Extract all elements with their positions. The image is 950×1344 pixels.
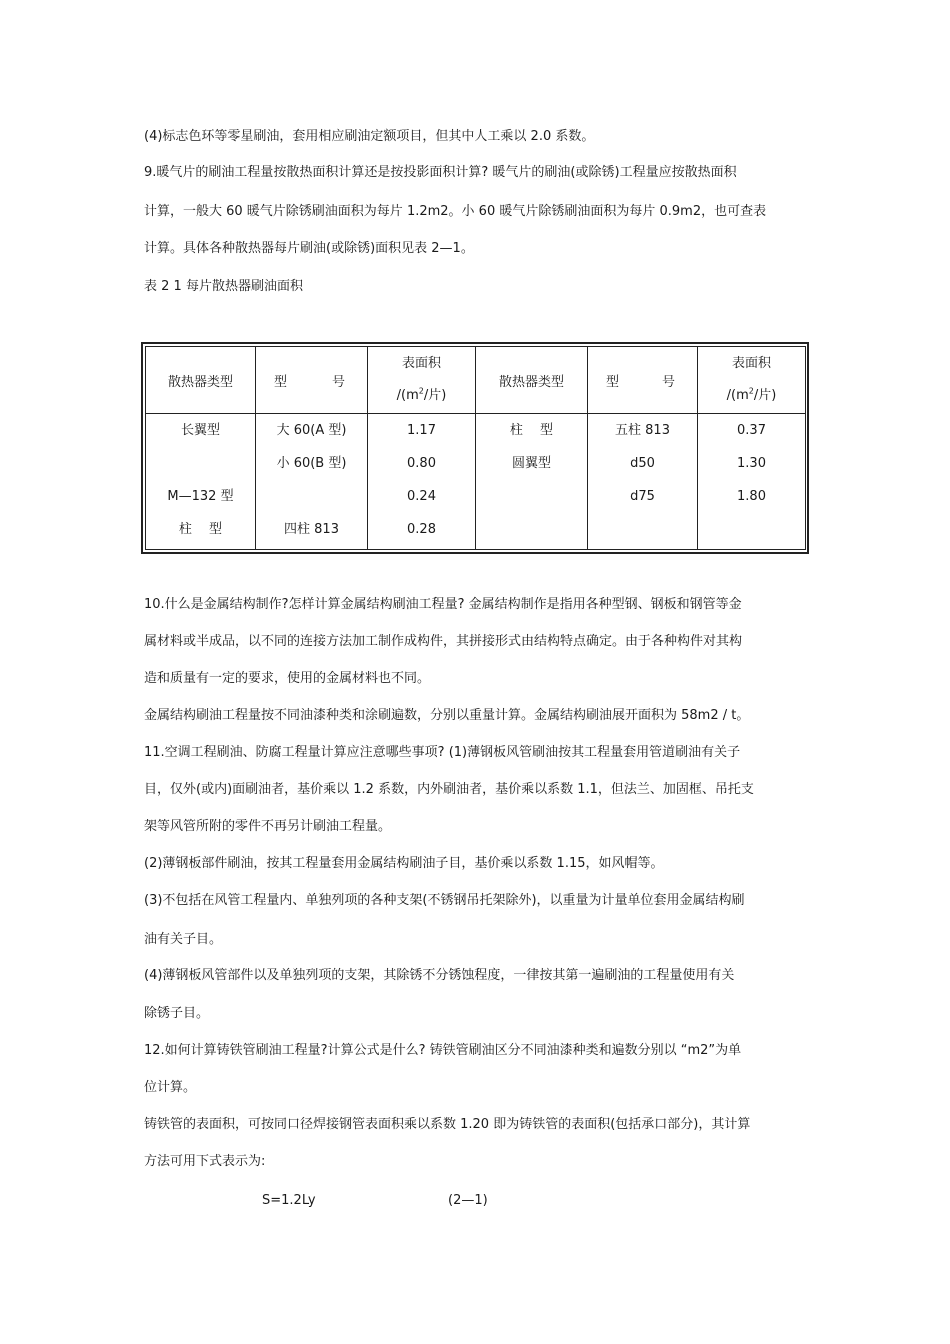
paragraph-line: 除锈子目。 bbox=[144, 1006, 210, 1021]
table-cell bbox=[146, 447, 255, 480]
paragraph-line: (3)不包括在风管工程量内、单独列项的各种支架(不锈钢吊托架除外)，以重量为计量单位套用金属结构刷 bbox=[144, 893, 745, 908]
header-model: 型 号 bbox=[588, 347, 698, 414]
paragraph-line: (4)标志色环等零星刷油，套用相应刷油定额项目，但其中人工乘以 2.0 系数。 bbox=[144, 129, 595, 144]
table-cell: 小 60(B 型) bbox=[276, 456, 347, 471]
paragraph-line: 12.如何计算铸铁管刷油工程量?计算公式是什么? 铸铁管刷油区分不同油漆种类和遍数分别以 “m2”为单 bbox=[144, 1043, 742, 1058]
radiator-area-table-frame bbox=[141, 342, 809, 554]
table-cell bbox=[588, 513, 697, 546]
table-cell bbox=[476, 480, 587, 513]
table-cell: 柱 型 bbox=[509, 423, 554, 438]
table-caption: 表 2 1 每片散热器刷油面积 bbox=[144, 279, 303, 294]
header-radiator-type: 散热器类型 bbox=[146, 347, 256, 414]
paragraph-line: (4)薄钢板风管部件以及单独列项的支架，其除锈不分锈蚀程度，一律按其第一遍刷油的工程量使用有关 bbox=[144, 968, 735, 983]
table-header-row bbox=[146, 347, 806, 414]
table-cell: 1.17 bbox=[407, 423, 436, 438]
table-cell: 圆翼型 bbox=[511, 456, 551, 471]
paragraph-line: 计算，一般大 60 暖气片除锈刷油面积为每片 1.2m2。小 60 暖气片除锈刷油面积为每片 0.9m2，也可查表 bbox=[144, 204, 767, 219]
table-cell: 五柱 813 bbox=[615, 423, 670, 438]
radiator-area-table bbox=[145, 346, 806, 550]
paragraph-line: 方法可用下式表示为: bbox=[144, 1154, 266, 1169]
paragraph-line: 属材料或半成品，以不同的连接方法加工制作成构件，其拼接形式由结构特点确定。由于各种构件对其构 bbox=[144, 634, 743, 649]
paragraph-line: 11.空调工程刷油、防腐工程量计算应注意哪些事项? (1)薄钢板风管刷油按其工程量套用管道刷油有关子 bbox=[144, 745, 741, 760]
table-cell: d75 bbox=[630, 489, 655, 504]
right-area-cell bbox=[698, 414, 806, 550]
header-model: 型 号 bbox=[256, 347, 368, 414]
paragraph-line: 架等风管所附的零件不再另计刷油工程量。 bbox=[144, 819, 392, 834]
formula-number: (2—1) bbox=[448, 1193, 488, 1208]
table-cell bbox=[476, 513, 587, 546]
paragraph-line: 铸铁管的表面积，可按同口径焊接钢管表面积乘以系数 1.20 即为铸铁管的表面积(包括承口部分)，其计算 bbox=[144, 1117, 751, 1132]
table-cell: 大 60(A 型) bbox=[276, 423, 347, 438]
paragraph-line: 目，仅外(或内)面刷油者，基价乘以 1.2 系数，内外刷油者，基价乘以系数 1.1，但法兰、加固框、吊托支 bbox=[144, 782, 754, 797]
table-cell: 长翼型 bbox=[180, 423, 220, 438]
left-area-cell bbox=[368, 414, 476, 550]
table-cell: M—132 型 bbox=[167, 489, 234, 504]
table-cell: 四柱 813 bbox=[284, 522, 339, 537]
paragraph-line: (2)薄钢板部件刷油，按其工程量套用金属结构刷油子目，基价乘以系数 1.15，如风帽等。 bbox=[144, 856, 664, 871]
paragraph-line: 金属结构刷油工程量按不同油漆种类和涂刷遍数，分别以重量计算。金属结构刷油展开面积为 58m2 / t。 bbox=[144, 708, 750, 723]
table-cell bbox=[698, 513, 805, 546]
header-radiator-type: 散热器类型 bbox=[476, 347, 588, 414]
header-surface-area: 表面积 $/(m^2/$片) bbox=[368, 347, 476, 414]
header-surface-area: 表面积 $/(m^2/$片) bbox=[698, 347, 806, 414]
paragraph-line: 造和质量有一定的要求，使用的金属材料也不同。 bbox=[144, 671, 431, 686]
paragraph-line: 计算。具体各种散热器每片刷油(或除锈)面积见表 2—1。 bbox=[144, 241, 474, 256]
table-cell: 柱 型 bbox=[178, 522, 223, 537]
table-cell bbox=[256, 480, 367, 513]
left-type-cell bbox=[146, 414, 256, 550]
formula-expression: S=1.2Ly bbox=[262, 1193, 316, 1208]
table-cell: 0.80 bbox=[407, 456, 436, 471]
paragraph-line: 9.暖气片的刷油工程量按散热面积计算还是按投影面积计算? 暖气片的刷油(或除锈)工程量应按散热面积 bbox=[144, 165, 737, 180]
table-cell: 1.30 bbox=[737, 456, 766, 471]
left-model-cell bbox=[256, 414, 368, 550]
table-cell: 0.37 bbox=[737, 423, 766, 438]
table-cell: 1.80 bbox=[737, 489, 766, 504]
right-type-cell bbox=[476, 414, 588, 550]
table-cell: 0.28 bbox=[407, 522, 436, 537]
table-body-row bbox=[146, 414, 806, 550]
right-model-cell bbox=[588, 414, 698, 550]
paragraph-line: 油有关子目。 bbox=[144, 932, 223, 947]
table-cell: d50 bbox=[630, 456, 655, 471]
paragraph-line: 位计算。 bbox=[144, 1080, 197, 1095]
paragraph-line: 10.什么是金属结构制作?怎样计算金属结构刷油工程量? 金属结构制作是指用各种型钢、钢板和钢管等金 bbox=[144, 597, 742, 612]
table-cell: 0.24 bbox=[407, 489, 436, 504]
